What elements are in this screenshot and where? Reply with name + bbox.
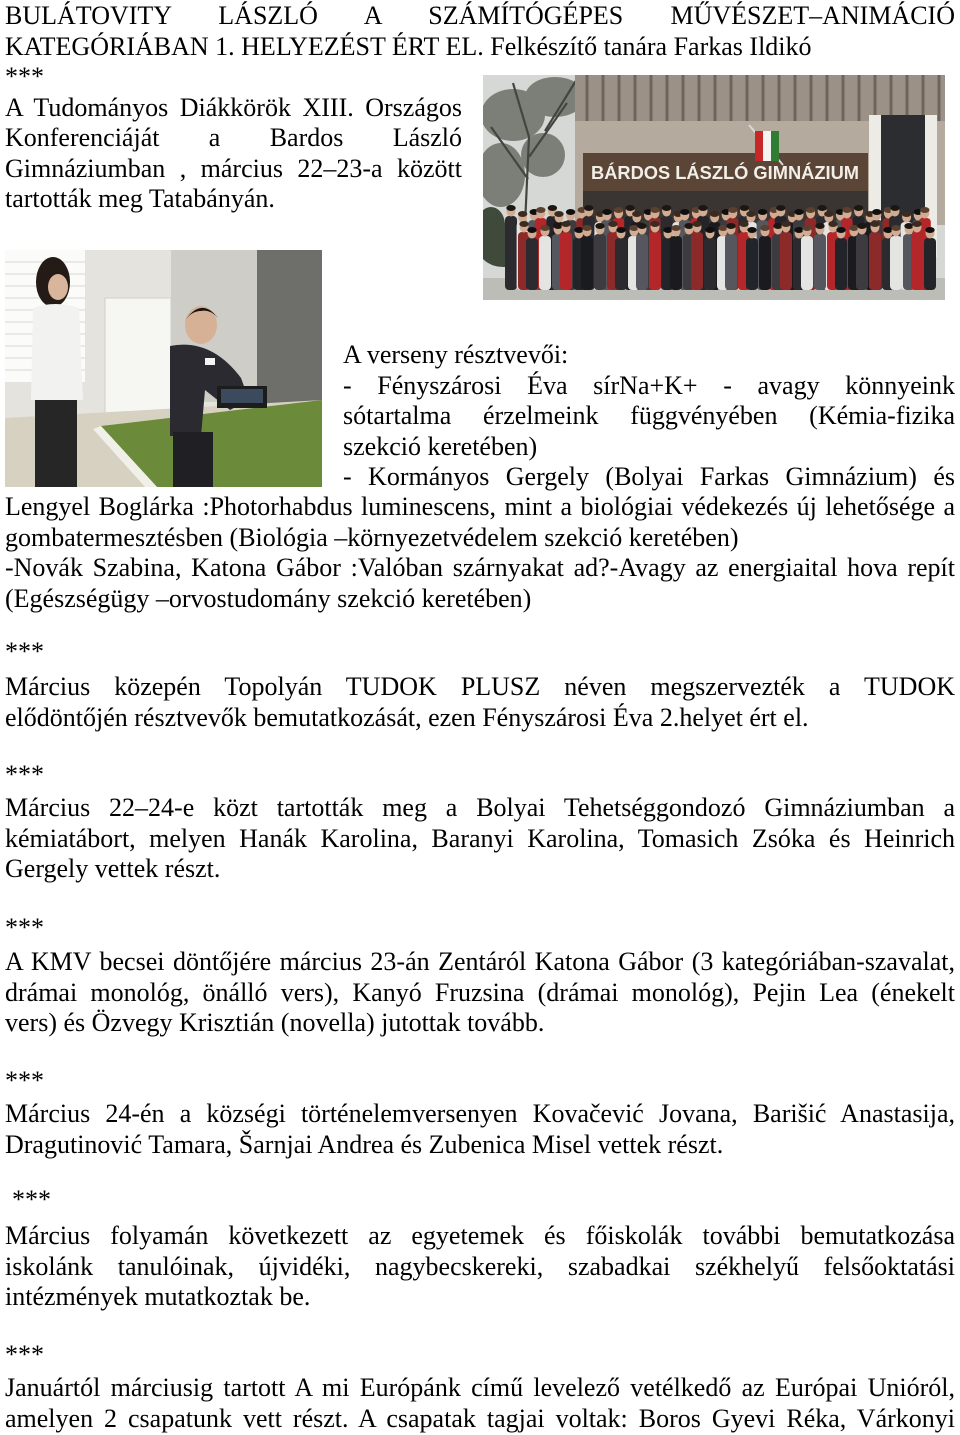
school-sign-text: BÁRDOS LÁSZLÓ GIMNÁZIUM [591,163,855,183]
person-hair [758,209,767,215]
paragraph-line: amelyen 2 csapatunk vett részt. A csapatak tagjai voltak: Boros Gyevi Réka, Várkonyi [5,1403,955,1433]
person-hair [506,205,515,211]
participant-line: sótartalma érzelmeink függvényében (Kémia-fizika [343,401,955,430]
person-hair [637,223,646,229]
person-body [725,234,737,290]
news-paragraph-kmv [5,947,955,1039]
person-hair [584,205,593,211]
person-body [746,238,758,290]
person-hair [781,221,790,227]
participants-list [343,340,955,493]
person-hair [836,227,845,233]
section-separator: *** [12,1185,51,1214]
person-hair [776,205,785,211]
person-hair [890,205,899,211]
person-body [505,216,517,290]
person-hair [518,211,527,217]
paragraph-line: A Tudományos Diákkörök XIII. Országos [5,92,462,122]
person-hair [904,223,913,229]
participant-line: -Novák Szabina, Katona Gábor :Valóban szárnyakat ad?-Avagy az energiaital hova repít [5,553,955,582]
person-hair [726,223,735,229]
paragraph-line: Konferenciáját a Bardos László [5,123,462,152]
news-paragraph-history-competition [5,1099,955,1160]
paragraph-line: vers) és Özvegy Krisztián (novella) jutottak tovább. [5,1008,545,1037]
person-hair [527,227,536,233]
girl-dark-trousers [35,400,77,487]
person-body [691,232,703,290]
section-separator: *** [5,637,44,666]
person-hair [574,227,583,233]
paragraph-line: intézmények mutatkoztak be. [5,1282,311,1311]
flag-white-stripe [763,131,771,161]
section-separator: *** [5,62,44,91]
participant-line: - Kormányos Gergely (Bolyai Farkas Gimnázium) és [343,462,955,491]
person-hair [854,205,863,211]
person-hair [602,209,611,215]
laptop [217,386,267,408]
paragraph-line: elődöntőjén résztvevők bemutatkozását, ezen Fényszárosi Éva 2.helyet ért el. [5,702,809,732]
paragraph-line: Március közepén Topolyán TUDOK PLUSZ néven megszervezték a TUDOK [5,672,955,701]
person-hair [595,223,604,229]
award-line: KATEGÓRIÁBAN 1. HELYEZÉST ÉRT EL. Felkészítő tanára Farkas Ildikó [5,31,812,61]
person-hair [632,211,641,217]
person-hair [662,205,671,211]
person-hair [802,225,811,231]
person-hair [740,205,749,211]
person-hair [824,211,833,217]
person-body [615,238,627,290]
person-hair [870,221,879,227]
person-hair [842,207,851,213]
boy-name-badge [205,358,215,365]
person-body [670,236,682,290]
person-hair [566,209,575,215]
person-hair [818,205,827,211]
flag-red-stripe [755,131,763,161]
person-hair [680,209,689,215]
girl-face [48,274,68,300]
person-hair [806,207,815,213]
person-hair [883,227,892,233]
participant-line: (Egészségügy –orvostudomány szekció keretében) [5,583,532,613]
person-body [924,238,936,290]
person-body [869,232,881,290]
participants-intro: A verseny résztvevői: [343,340,569,369]
person-hair [671,225,680,231]
school-building-group-photo [483,75,945,300]
person-hair [920,207,929,213]
person-hair [582,225,591,231]
paragraph-line: Március 24-én a községi történelemversenyen Kovačević Jovana, Barišić Anastasija, [5,1099,955,1128]
person-body [526,238,538,290]
person-hair [912,221,921,227]
paragraph-line: Március folyamán következett az egyetemek és főiskolák további bemutatkozása [5,1221,955,1250]
person-hair [728,207,737,213]
section-separator: *** [5,760,44,789]
boy-legs [173,432,213,487]
person-body [814,234,826,290]
person-body [759,236,771,290]
person-body [649,232,661,290]
flag-green-stripe [771,131,779,161]
person-hair [857,223,866,229]
paragraph-line: drámai monológ, önálló vers), Kanyó Fruzsina (drámai monológ), Pejin Lea (énekelt [5,977,955,1007]
award-line: BULÁTOVITY LÁSZLÓ A SZÁMÍTÓGÉPES MŰVÉSZET–ANIMÁCIÓ [5,1,955,30]
person-body [560,232,572,290]
person-hair [608,221,617,227]
news-paragraph-europe-quiz [5,1373,955,1434]
person-hair [705,227,714,233]
poster-board [105,298,171,414]
person-hair [614,207,623,213]
person-hair [710,211,719,217]
person-body [780,232,792,290]
paragraph-line: kémiatábort, melyen Hanák Karolina, Baranyi Karolina, Tomasich Zsóka és Heinrich [5,823,955,853]
conference-paragraph [5,93,462,215]
person-hair [536,207,545,213]
person-hair [553,223,562,229]
person-hair [891,225,900,231]
news-paragraph-universities [5,1221,955,1313]
paragraph-line: iskolánk tanulóinak, újvidéki, nagybecskereki, szabadkai székhelyű felsőoktatási [5,1251,955,1281]
person-hair [684,223,693,229]
person-hair [794,209,803,215]
person-hair [760,225,769,231]
person-body [704,238,716,290]
section-separator: *** [5,1340,44,1369]
person-hair [815,223,824,229]
person-hair [747,227,756,233]
paragraph-line: Március 22–24-e közt tartották meg a Bolyai Tehetséggondozó Gimnáziumban a [5,793,955,822]
person-hair [554,211,563,217]
paragraph-line: Gimnáziumban , március 22–23-a között [5,153,462,183]
person-hair [616,227,625,233]
paragraph-line: tartották meg Tatabányán. [5,184,275,213]
person-hair [629,225,638,231]
person-hair [739,221,748,227]
section-separator: *** [5,1066,44,1095]
person-hair [626,205,635,211]
person-hair [692,221,701,227]
person-hair [828,221,837,227]
person-hair [794,227,803,233]
person-hair [925,227,934,233]
participant-line: - Fényszárosi Éva sírNa+K+ - avagy könnyeink [343,370,955,400]
news-paragraph-chemistry-camp [5,793,955,885]
person-hair [561,221,570,227]
person-body [911,232,923,290]
person-hair [548,205,557,211]
person-hair [650,221,659,227]
paragraph-line: Dragutinović Tamara, Šarnjai Andrea és Zubenica Misel vettek részt. [5,1129,724,1159]
person-body [581,236,593,290]
person-body [856,234,868,290]
participant-line: szekció keretében) [343,431,538,461]
paragraph-line: Gergely vettek részt. [5,854,221,883]
person-hair [746,211,755,217]
person-body [636,234,648,290]
person-hair [540,225,549,231]
person-hair [698,205,707,211]
participant-line: Lengyel Boglárka :Photorhabdus luminescens, mint a biológiai védekezés új lehetősége a [5,492,955,521]
person-body [801,236,813,290]
section-separator: *** [5,913,44,942]
girl-white-top [31,304,83,400]
person-hair [519,221,528,227]
person-hair [718,225,727,231]
participants-list-continued [5,492,955,614]
paragraph-line: Januártól márciusig tartott A mi Európánk című levelező vetélkedő az Európai Unióról, [5,1373,955,1402]
students-presentation-photo [5,250,322,487]
person-body [890,236,902,290]
person-hair [773,223,782,229]
paragraph-line: A KMV becsei döntőjére március 23-án Zentáról Katona Gábor (3 kategóriában-szavalat, [5,947,955,976]
person-hair [902,211,911,217]
news-paragraph-tudok [5,672,955,733]
person-body [594,234,606,290]
person-body [539,236,551,290]
boy-head [185,306,217,344]
laptop-screen [221,389,263,403]
person-hair [663,227,672,233]
person-hair [849,225,858,231]
person-hair [872,209,881,215]
person-hair [650,207,659,213]
person-body [835,238,847,290]
participant-line: gombatermesztésben (Biológia –környezetvédelem szekció keretében) [5,522,739,552]
